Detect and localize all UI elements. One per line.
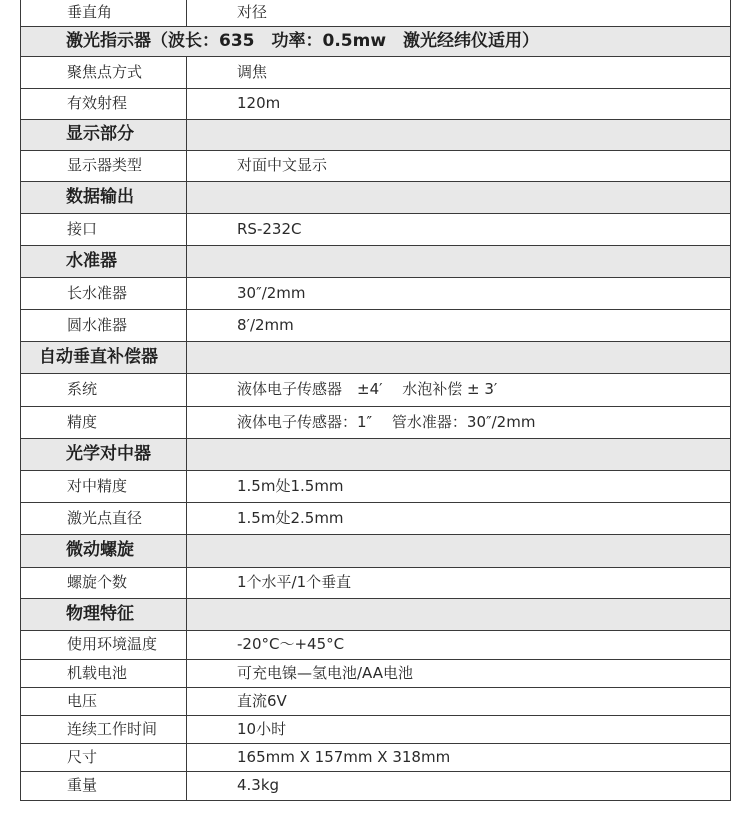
spec-value: 对面中文显示 bbox=[187, 150, 731, 181]
spec-row bbox=[21, 309, 731, 341]
spec-key: 螺旋个数 bbox=[21, 567, 187, 598]
spec-row bbox=[21, 715, 731, 743]
spec-value: 8′/2mm bbox=[187, 309, 731, 341]
section-header-row bbox=[21, 181, 731, 213]
section-title: 微动螺旋 bbox=[21, 534, 187, 567]
spec-key: 连续工作时间 bbox=[21, 715, 187, 743]
section-title: 光学对中器 bbox=[21, 438, 187, 470]
section-title: 显示部分 bbox=[21, 119, 187, 150]
spec-key: 系统 bbox=[21, 373, 187, 406]
section-blank-cell bbox=[187, 181, 731, 213]
spec-key: 使用环境温度 bbox=[21, 630, 187, 659]
section-header-row bbox=[21, 119, 731, 150]
section-blank-cell bbox=[187, 341, 731, 373]
spec-row bbox=[21, 373, 731, 406]
section-title: 物理特征 bbox=[21, 598, 187, 630]
spec-value: 1个水平/1个垂直 bbox=[187, 567, 731, 598]
section-blank-cell bbox=[187, 438, 731, 470]
spec-key: 显示器类型 bbox=[21, 150, 187, 181]
spec-key: 圆水准器 bbox=[21, 309, 187, 341]
spec-row bbox=[21, 56, 731, 88]
section-header-row bbox=[21, 245, 731, 277]
spec-key: 有效射程 bbox=[21, 88, 187, 119]
spec-row bbox=[21, 771, 731, 800]
spec-value: RS-232C bbox=[187, 213, 731, 245]
section-title: 自动垂直补偿器 bbox=[21, 341, 187, 373]
spec-key: 聚焦点方式 bbox=[21, 56, 187, 88]
section-blank-cell bbox=[187, 245, 731, 277]
spec-row bbox=[21, 470, 731, 502]
spec-table-body bbox=[21, 0, 731, 800]
section-title: 数据输出 bbox=[21, 181, 187, 213]
section-blank-cell bbox=[187, 598, 731, 630]
section-title: 水准器 bbox=[21, 245, 187, 277]
spec-table bbox=[20, 0, 731, 801]
spec-row bbox=[21, 659, 731, 687]
spec-value: 30″/2mm bbox=[187, 277, 731, 309]
spec-row bbox=[21, 567, 731, 598]
section-header-row bbox=[21, 438, 731, 470]
spec-key: 对中精度 bbox=[21, 470, 187, 502]
section-blank-cell bbox=[187, 119, 731, 150]
spec-value: 4.3kg bbox=[187, 771, 731, 800]
spec-key: 长水准器 bbox=[21, 277, 187, 309]
spec-value: 对径 bbox=[187, 0, 731, 26]
section-title: 激光指示器（波长：635 功率：0.5mw 激光经纬仪适用） bbox=[21, 26, 731, 56]
spec-row bbox=[21, 150, 731, 181]
spec-row bbox=[21, 88, 731, 119]
section-header-row bbox=[21, 534, 731, 567]
spec-row bbox=[21, 687, 731, 715]
spec-value: 10小时 bbox=[187, 715, 731, 743]
spec-row bbox=[21, 213, 731, 245]
spec-value: 165mm X 157mm X 318mm bbox=[187, 743, 731, 771]
spec-value: 可充电镍—氢电池/AA电池 bbox=[187, 659, 731, 687]
spec-value: 1.5m处1.5mm bbox=[187, 470, 731, 502]
spec-value: 液体电子传感器：1″ 管水准器：30″/2mm bbox=[187, 406, 731, 438]
spec-key: 电压 bbox=[21, 687, 187, 715]
spec-key: 接口 bbox=[21, 213, 187, 245]
spec-key: 激光点直径 bbox=[21, 502, 187, 534]
section-header-row bbox=[21, 26, 731, 56]
spec-row bbox=[21, 0, 731, 26]
section-header-row bbox=[21, 341, 731, 373]
spec-key: 重量 bbox=[21, 771, 187, 800]
spec-row bbox=[21, 502, 731, 534]
spec-row bbox=[21, 277, 731, 309]
section-header-row bbox=[21, 598, 731, 630]
spec-row bbox=[21, 406, 731, 438]
spec-value: 1.5m处2.5mm bbox=[187, 502, 731, 534]
spec-row bbox=[21, 743, 731, 771]
spec-value: 120m bbox=[187, 88, 731, 119]
spec-key: 尺寸 bbox=[21, 743, 187, 771]
spec-key: 精度 bbox=[21, 406, 187, 438]
spec-row bbox=[21, 630, 731, 659]
spec-value: -20°C～+45°C bbox=[187, 630, 731, 659]
spec-key: 垂直角 bbox=[21, 0, 187, 26]
section-blank-cell bbox=[187, 534, 731, 567]
spec-value: 液体电子传感器 ±4′ 水泡补偿 ± 3′ bbox=[187, 373, 731, 406]
spec-value: 调焦 bbox=[187, 56, 731, 88]
spec-key: 机载电池 bbox=[21, 659, 187, 687]
spec-value: 直流6V bbox=[187, 687, 731, 715]
